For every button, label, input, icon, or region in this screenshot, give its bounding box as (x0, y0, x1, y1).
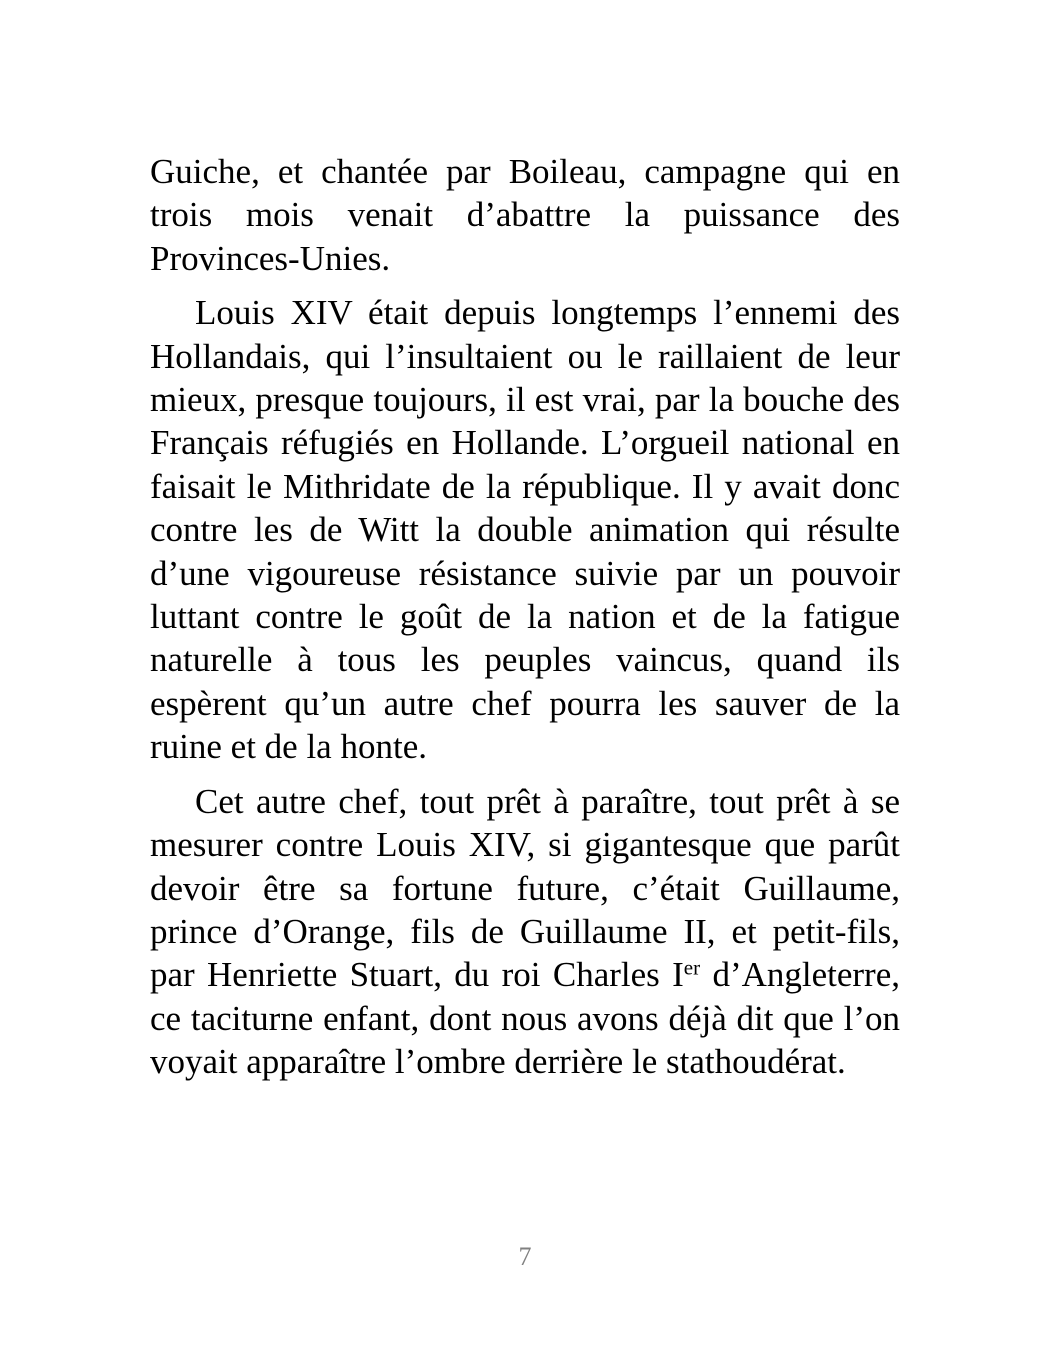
paragraph-guillaume-text-start: Cet autre chef, tout prêt à paraître, tout prêt à se mesurer contre Louis XIV, si gigantesque que parût devoir être sa fortune future, c’était Guillaume, prince d’Orange, fils de Guillaume II, et petit-fils, par Henriette Stuart, du roi Charles I (150, 781, 900, 995)
paragraph-continuation: Guiche, et chantée par Boileau, campagne qui en trois mois venait d’abattre la puissance des Provinces-Unies. (150, 152, 900, 278)
paragraph-louis-xiv: Louis XIV était depuis longtemps l’ennemi des Hollandais, qui l’insultaient ou le raillaient de leur mieux, presque toujours, il est vrai, par la bouche des Français réfugiés en Hollande. L’orgueil national en faisait le Mithridate de la république. Il y avait donc contre les de Witt la double animation qui résulte d’une vigoureuse résistance suivie par un pouvoir luttant contre le goût de la nation et de la fatigue naturelle à tous les peuples vaincus, quand ils espèrent qu’un autre chef pourra les sauver de la ruine et de la honte. (150, 293, 900, 767)
superscript-er: er (683, 955, 701, 980)
paragraph-guillaume-text-end: d’Angleterre, ce taciturne enfant, dont nous avons déjà dit que l’on voyait apparaître l’ombre derrière le stathoudérat. (150, 955, 900, 1082)
page-number: 7 (518, 1242, 532, 1271)
page-body (150, 150, 900, 1095)
paragraph-guillaume (150, 780, 900, 1084)
